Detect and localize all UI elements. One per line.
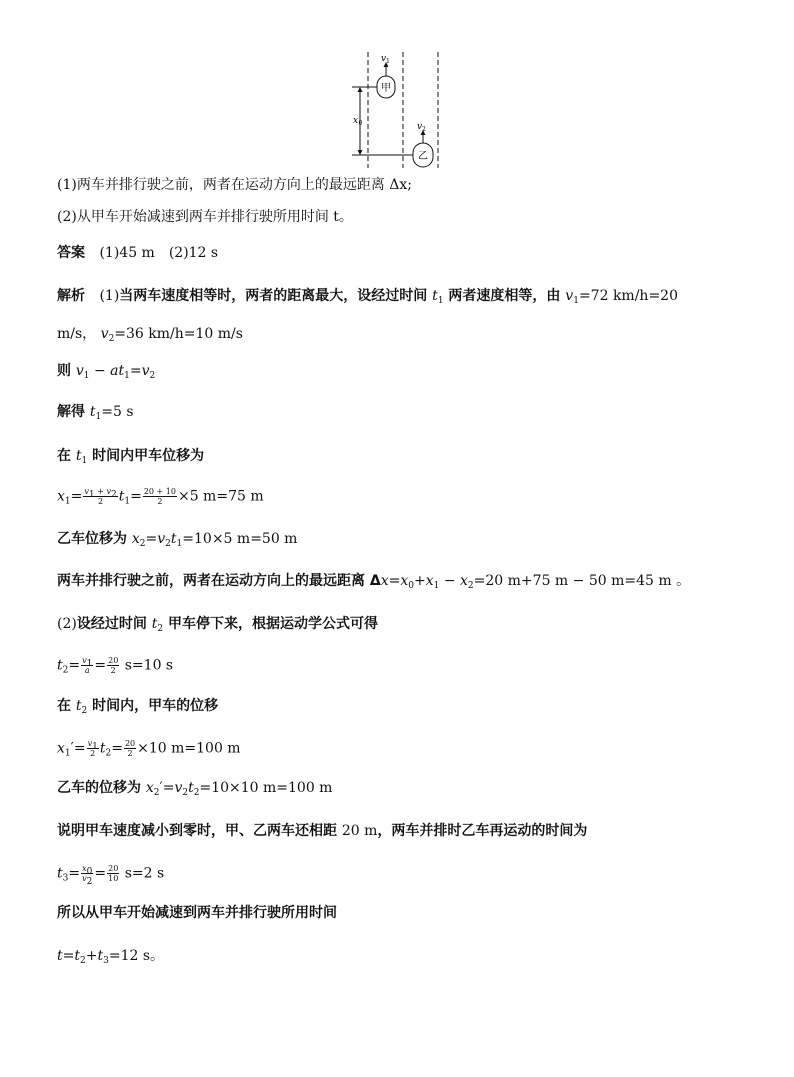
- x0-label: x: [353, 116, 359, 126]
- analysis-line-5: 在 $t_1$ 时间内甲车位移为: [57, 448, 205, 466]
- analysis-line-2: m/s， $v_2=36$ km/h=10 m/s: [57, 326, 243, 344]
- analysis-line-15: $t_3=$ $\frac{x_0}{v_2}$ = $\frac{20}{10}$ s=2 s: [57, 864, 165, 887]
- fraction: $\frac{v_1}{2}$: [87, 739, 98, 758]
- fraction: $\frac{v_1}{a}$: [82, 656, 93, 675]
- analysis-line-12: $x_1'=$ $\frac{v_1}{2}$ $t_2=$ $\frac{20}{2}$ ×10 m=100 m: [57, 739, 241, 759]
- analysis-line-7: 乙车位移为 $x_2=v_2t_1=10\times 5$ m=50 m: [57, 531, 298, 549]
- x0-arrowhead-top: [358, 87, 363, 92]
- car-jia-label: 甲: [381, 83, 391, 94]
- fraction: $\frac{20}{2}$: [108, 656, 119, 675]
- fraction: $\frac{20}{2}$: [124, 739, 136, 758]
- analysis-line-6: $x_1=$ $\frac{v_1 + v_2}{2}$ $t_1=$ $\frac{20 + 10}{2}$ ×5 m=75 m: [57, 487, 264, 507]
- analysis-line-13: 乙车的位移为 $x_2'=v_2t_2=10\times 10$ m=100 m: [57, 780, 333, 798]
- analysis-line-10: $t_2=$ $\frac{v_1}{a}$ = $\frac{20}{2}$ s=10 s: [57, 656, 174, 676]
- fraction: $\frac{20}{10}$: [108, 864, 119, 883]
- analysis-line-3: 则 $v_1 - at_1=v_2$: [57, 363, 156, 381]
- analysis-line-9: (2)设经过时间 $t_2$ 甲车停下来，根据运动学公式可得: [57, 616, 378, 634]
- analysis-line-4: 解得 $t_1=5$ s: [57, 404, 134, 422]
- fraction: $\frac{x_0}{v_2}$: [82, 864, 93, 887]
- analysis-line-1: 解析 (1)当两车速度相等时，两者的距离最大，设经过时间 $t_1$ 两者速度相等，由 $v_1=72$ km/h=20: [57, 288, 678, 306]
- fraction: $\frac{v_1 + v_2}{2}$: [84, 487, 117, 506]
- analysis-label: 解析: [57, 288, 85, 304]
- v2-label: v: [417, 122, 423, 132]
- car-yi-label: 乙: [418, 151, 428, 162]
- v2-label-sub: 2: [422, 126, 426, 133]
- v1-label-sub: 1: [386, 58, 390, 65]
- x0-label-sub: 0: [358, 120, 363, 127]
- question-1: (1)两车并排行驶之前，两者在运动方向上的最远距离 Δx;: [57, 177, 413, 193]
- v1-label: v: [381, 54, 387, 64]
- analysis-line-11: 在 $t_2$ 时间内，甲车的位移: [57, 698, 219, 716]
- analysis-line-8: 两车并排行驶之前，两者在运动方向上的最远距离 $\Delta x=x_0+x_1 - x_2=20$ m+75 m − 50 m=45 m 。: [57, 573, 691, 591]
- answer-line: [57, 244, 218, 262]
- x0-arrowhead-bottom: [358, 150, 363, 155]
- analysis-line-17: $t=t_2+t_3=12$ s。: [57, 948, 165, 966]
- answer-text: (1)45 m (2)12 s: [99, 245, 219, 261]
- fraction: $\frac{20 + 10}{2}$: [143, 487, 176, 506]
- analysis-line-14: 说明甲车速度减小到零时，甲、乙两车还相距 20 m，两车并排时乙车再运动的时间为: [57, 823, 588, 839]
- car-diagram: [340, 50, 460, 170]
- analysis-line-16: 所以从甲车开始减速到两车并排行驶所用时间: [57, 905, 337, 921]
- question-2: (2)从甲车开始减速到两车并排行驶所用时间 t。: [57, 209, 353, 225]
- answer-label: 答案: [57, 245, 85, 261]
